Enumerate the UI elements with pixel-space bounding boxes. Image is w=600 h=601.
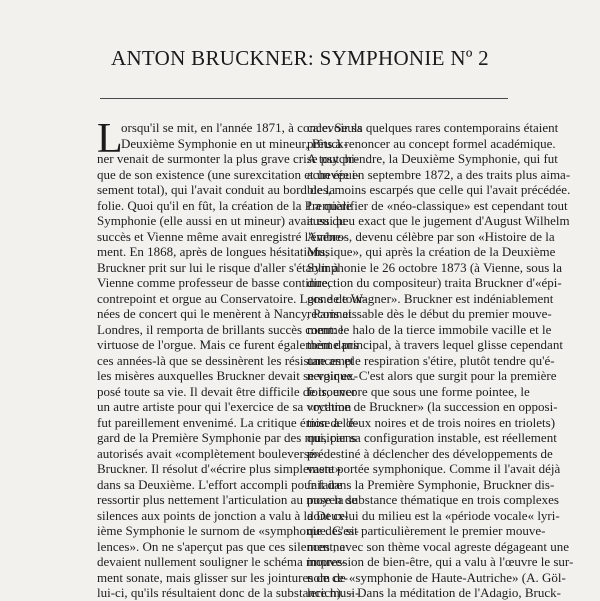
text-line: ième Symphonie le surnom de «symphonie des si- [97,523,359,538]
text-line: Bruckner prit sur lui le risque d'aller s'établir à [97,259,339,275]
text-line: nom de «symphonie de Haute-Autriche» (A. Göl- [307,569,566,585]
text-line: La qualifier de «néo-classique» est cependant tout [307,197,568,213]
text-line: qui, par sa configuration instable, est réellement [307,430,557,445]
text-line: achevée en septembre 1872, a des traits plus aima- [307,166,571,182]
left-column-text [97,116,368,601]
text-line: ment sonate, mais glisser sur les jointures de ce- [97,569,348,585]
text-line: ces années-là que se dessinèrent les résistances et [97,352,354,368]
text-line: fait dans la Première Symphonie, Bruckner dis- [307,476,555,492]
text-line: vaste portée symphonique. Comme il l'avait déjà [307,461,561,476]
text-line: sement total), qui l'avait conduit au bord de la [97,182,336,197]
text-line: fut pareillement envenimé. La critique émise à l'é- [97,414,359,430]
page-title: ANTON BRUCKNER: SYMPHONIE Nº 2 [111,46,489,70]
text-line: orsqu'il se mit, en l'année 1871, à concevoir sa [121,120,363,135]
text-line: dans sa Deuxième. L'effort accompli pour faire [97,476,343,492]
text-line: Musique», qui après la création de la Deuxième [307,244,556,259]
text-line: ment, avec son thème vocal agreste dégageant une [307,538,570,554]
text-line: devaient nullement souligner le schéma mouve- [97,554,346,569]
text-line: ner venait de surmonter la plus grave crise psychi- [97,151,360,166]
text-line: folie. Quoi qu'il en fût, la création de la Première [97,197,352,213]
text-line: lerich). – Dans la méditation de l'Adagio, Bruck- [307,585,561,600]
text-line: nergique. C'est alors que surgit pour la première [307,368,557,383]
text-line: succès et Vienne même avait enregistré l'événe- [97,228,346,244]
text-line: Ambros, devenu célèbre par son «Histoire de la [307,228,555,244]
text-line: Bruckner. Il résolut d'«écrire plus simplement» [97,461,342,476]
text-line: A tout prendre, la Deuxième Symphonie, qui fut [307,151,558,166]
text-line: les misères auxquelles Bruckner devait se voir ex- [97,368,358,383]
text-line: ment: le halo de la tierce immobile vacille et le [307,321,552,337]
text-line: ressortir plus nettement l'articulation au moyen de [97,492,358,507]
title-rule [100,98,508,99]
text-line: thème principal, à travers lequel glisse cependant [307,337,563,352]
text-line: nées de concert qui le menèrent à Nancy, Paris et [97,306,352,321]
text-line: lences». On ne s'aperçut pas que ces silences ne [97,538,346,554]
text-line: reconnaissable dès le début du premier mouve- [307,306,552,321]
text-line: dont celui du milieu est la «période vocale« lyri- [307,507,560,523]
text-line: posé toute sa vie. Il devait être difficile de trouver [97,383,356,399]
text-line: Vienne comme professeur de basse continue, [97,275,331,290]
right-column [307,120,574,601]
text-line: une ample respiration s'étire, plutôt tendre qu'é- [307,352,555,368]
text-line: virtuose de l'orgue. Mais ce furent également dans [97,337,359,352]
text-line: impression de bien-être, qui a valu à l'œuvre le sur- [307,554,574,569]
text-line: autorisés avait «complètement bouleversé» [97,445,322,461]
text-line: Londres, il remporta de brillants succès comme [97,321,344,337]
text-line: ment. En 1868, après de longues hésitations, [97,244,329,259]
text-line: gone de Wagner». Bruckner est indéniablement [307,290,554,306]
text-line: «rythme de Bruckner» (la succession en opposi- [307,399,558,414]
text-line: direction du compositeur) traita Bruckner d'«épi- [307,275,562,290]
text-line: contrepoint et orgue au Conservatoire. Lors de tour- [97,290,368,306]
text-line: cale. Seuls quelques rares contemporains étaient [307,120,559,135]
text-line: que. C'est particulièrement le premier mouve- [307,523,546,538]
text-line: un autre artiste pour qui l'exercice de sa vocation [97,399,352,414]
text-line: silences aux points de jonction a valu à la Deux- [97,507,349,523]
text-line: pose la substance thématique en trois complexes [307,492,559,507]
drop-cap: L [97,116,123,162]
text-line: que de son existence (une surexcitation et un épui- [97,166,360,182]
text-line: tion de deux noires et de trois noires en triolets) [307,414,556,430]
text-line: prêts à renoncer au concept formel académique. [307,135,556,151]
text-line: Symphonie le 26 octobre 1873 (à Vienne, sous la [307,259,562,275]
text-line: Symphonie (elle aussi en ut mineur) avait eu du [97,213,346,228]
text-line: lui-ci, qu'ils résultaient donc de la substance musi- [97,585,360,600]
text-line: fois, encore que sous une forme pointee, le [307,383,530,399]
text-line: prédestiné à déclencher des développements de [307,445,553,461]
text-line: Deuxième Symphonie en ut mineur, Bruck- [121,135,348,151]
text-line: bles, moins escarpés que celle qui l'avait précédée. [307,182,571,197]
text-line: gard de la Première Symphonie par des musiciens [97,430,357,445]
text-line: aussi peu exact que le jugement d'August Wilhelm [307,213,570,228]
left-column [97,116,368,601]
right-column-text [307,120,574,601]
